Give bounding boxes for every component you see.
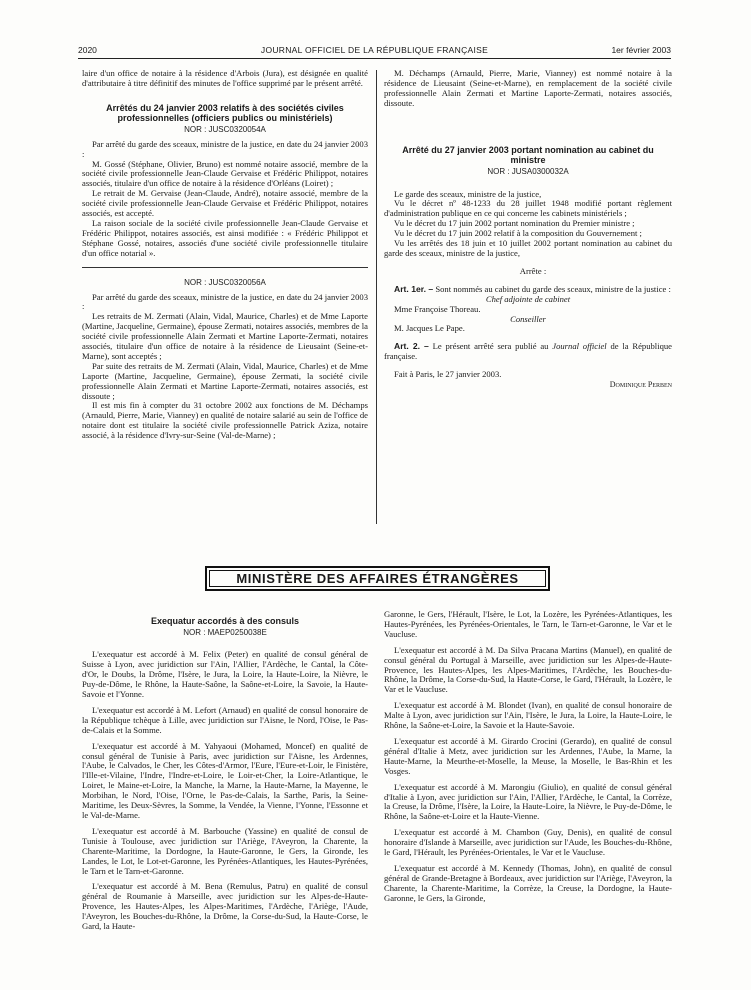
exequatur-paragraph: L'exequatur est accordé à M. Blondet (Ivan), en qualité de consul honoraire de Malte à Lyon, avec juridiction sur l'Ain, l'Isère, le Jura, la Loire, la Haute-Loire, le Rhône, la Saône-et-Loire, la Savoie et la Haute-Savoie. (384, 700, 672, 731)
page-number: 2020 (78, 45, 97, 55)
column-divider (376, 70, 377, 524)
function-title: Conseiller (510, 313, 546, 324)
exequatur-paragraph: L'exequatur est accordé à M. Marongiu (Giulio), en qualité de consul général d'Italie à Lyon, avec juridiction sur l'Ain, l'Allier, l'Ardèche, le Cantal, la Corrèze, la Creuse, la Drôme, l'Isère, la Loire, la Haute-Loire, la Nièvre, le Puy-de-Dôme, le Rhône, la Saône-et-Loire et la Haute-Vienne. (384, 781, 672, 822)
article-text: Le présent arrêté sera publié au (432, 341, 549, 352)
article-label: Art. 2. – (394, 341, 429, 352)
paragraph: Par arrêté du garde des sceaux, ministre de la justice, en date du 24 janvier 2003 : (82, 138, 368, 159)
paragraph: Le retrait de M. Gervaise (Jean-Claude, André), notaire associé, membre de la société civile professionnelle Jean-Claude Gervaise et Frédéric Philippot, notaires associés, est accepté. (82, 188, 368, 219)
signature-place-date: Fait à Paris, le 27 janvier 2003. (394, 369, 502, 380)
article-text: de la République française. (384, 341, 672, 362)
article-title: Arrêté du 27 janvier 2003 portant nomination au cabinet du ministre (402, 144, 654, 166)
ministry-title: MINISTÈRE DES AFFAIRES ÉTRANGÈRES (236, 571, 519, 586)
journal-name: Journal officiel (552, 341, 607, 352)
exequatur-paragraph: L'exequatur est accordé à M. Bena (Remulus, Patru) en qualité de consul général de Roumanie à Marseille, avec juridiction sur les Alpes-de-Haute-Provence, les Hautes-Alpes, les Alpes-Maritimes, l'Ardèche, l'Ariège, l'Aude, l'Aveyron, les Bouches-du-Rhône, la Drôme, la Corse-du-Sud, la Haute-Corse, le Gard, la Haute- (82, 881, 368, 932)
paragraph: Par arrêté du garde des sceaux, ministre de la justice, en date du 24 janvier 2003 : (82, 291, 368, 312)
journal-title: JOURNAL OFFICIEL DE LA RÉPUBLIQUE FRANÇAISE (260, 45, 489, 55)
exequatur-paragraph: L'exequatur est accordé à M. Yahyaoui (Mohamed, Moncef) en qualité de consul général de Tunisie à Paris, avec juridiction sur l'Aisne, les Ardennes, l'Aube, le Calvados, le Cher, les Côtes-d'Armor, l'Eure, l'Eure-et-Loir, le Finistère, l'Ille-et-Vilaine, l'Indre, l'Indre-et-Loire, le Loir-et-Cher, la Loire-Atlantique, le Loiret, le Maine-et-Loire, la Manche, la Marne, la Haute-Marne, la Mayenne, le Morbihan, le Nord, l'Oise, l'Orne, le Pas-de-Calais, la Sarthe, Paris, la Seine-Maritime, les Deux-Sèvres, la Somme, la Vendée, la Vienne, l'Yonne, l'Essonne et le Val-de-Marne. (82, 740, 368, 820)
paragraph: Il est mis fin à compter du 31 octobre 2002 aux fonctions de M. Déchamps (Arnauld, Pierre, Marie, Vianney) en qualité de notaire salarié au sein de l'office de notaire dont est titulaire la société civile professionnelle Patrick Aziza, notaire associé, à la résidence d'Ivry-sur-Seine (Val-de-Marne) ; (82, 400, 368, 441)
article-title: Arrêtés du 24 janvier 2003 relatifs à des sociétés civiles professionnelles (officiers publics ou ministériels) (106, 102, 344, 124)
ministry-banner (205, 566, 550, 591)
paragraph: Les retraits de M. Zermati (Alain, Vidal, Maurice, Charles) et de Mme Laporte (Martine, Jacqueline, Germaine), épouse Zermati, notaires associés, membres de la société civile professionnelle Alain Zermati et Martine Laporte-Zermati, notaires associés, titulaire d'un office de notaire à la résidence de Lieusaint (Seine-et-Marne), sont acceptés ; (82, 311, 368, 361)
article-label: Art. 1er. – (394, 283, 434, 294)
paragraph: La raison sociale de la société civile professionnelle Jean-Claude Gervaise et Frédéric Philippot, notaires associés, est ainsi modifiée : « Frédéric Philippot et Stéphane Gossé, notaires, associés d'une société civile professionnelle titulaire d'un office notarial ». (82, 217, 368, 258)
exequatur-paragraph: L'exequatur est accordé à M. Felix (Peter) en qualité de consul général de Suisse à Lyon, avec juridiction sur l'Ain, l'Allier, l'Ardèche, le Cantal, la Côte-d'Or, le Doubs, la Drôme, l'Isère, le Jura, la Loire, la Haute-Loire, la Nièvre, le Puy-de-Dôme, le Rhône, la Haute-Saône, la Saône-et-Loire, la Savoie, la Haute-Savoie et l'Yonne. (82, 649, 368, 700)
top-right-column (384, 69, 672, 390)
section-separator (82, 267, 368, 268)
exequatur-paragraph: L'exequatur est accordé à M. Barbouche (Yassine) en qualité de consul de Tunisie à Toulouse, avec juridiction sur l'Ariège, l'Aveyron, la Charente, la Charente-Maritime, la Dordogne, la Haute-Garonne, le Gers, la Gironde, les Landes, le Lot, le Lot-et-Garonne, les Pyrénées-Atlantiques, les Hautes-Pyrénées, le Tarn et le Tarn-et-Garonne. (82, 825, 368, 876)
top-left-column (82, 69, 368, 441)
bottom-right-column (384, 610, 672, 910)
continued-paragraph: laire d'un office de notaire à la résidence d'Arbois (Jura), est désignée en qualité d'attributaire à titre définitif des minutes de l'office supprimé par le présent arrêté. (82, 68, 368, 88)
paragraph: Vu le décret du 17 juin 2002 portant nomination du Premier ministre ; (394, 218, 635, 229)
page-header (78, 44, 671, 59)
exequatur-paragraph: L'exequatur est accordé à M. Da Silva Pracana Martins (Manuel), en qualité de consul général du Portugal à Marseille, avec juridiction sur les Alpes-de-Haute-Provence, les Hautes-Alpes, les Alpes-Maritimes, l'Ardèche, les Bouches-du-Rhône, la Drôme, la Corse-du-Sud, la Haute-Corse, le Gard, l'Hérault, la Lozère, le Var et le Vaucluse. (384, 644, 672, 695)
exequatur-paragraph: L'exequatur est accordé à M. Lefort (Arnaud) en qualité de consul honoraire de la République tchèque à Lille, avec juridiction sur l'Aisne, le Nord, l'Oise, le Pas-de-Calais et la Somme. (82, 704, 368, 735)
paragraph: Par suite des retraits de M. Zermati (Alain, Vidal, Maurice, Charles) et de Mme Laporte (Martine, Jacqueline, Germaine), épouse Zermati, la société civile professionnelle Alain Zermati et Martine Laporte-Zermati, notaires associés, est dissoute ; (82, 360, 368, 401)
paragraph: M. Déchamps (Arnauld, Pierre, Marie, Vianney) est nommé notaire à la résidence de Lieusaint (Seine-et-Marne), en remplacement de la société civile professionnelle Alain Zermati et Martine Laporte-Zermati, notaires associés, dissoute. (384, 68, 672, 108)
article-2 (384, 342, 672, 362)
paragraph: M. Gossé (Stéphane, Olivier, Bruno) est nommé notaire associé, membre de la société civile professionnelle Jean-Claude Gervaise et Frédéric Philippot, notaires associés, titulaire d'un office de notaire à la résidence d'Orléans (Loiret) ; (82, 158, 368, 189)
bottom-left-column (82, 616, 368, 938)
nor-reference: NOR : JUSC0320054A (184, 124, 266, 134)
article-text: Sont nommés au cabinet du garde des sceaux, ministre de la justice : (435, 283, 671, 294)
nor-reference: NOR : MAEP0250038E (183, 627, 267, 637)
arrete-heading: Arrête : (519, 265, 547, 276)
exequatur-paragraph: L'exequatur est accordé à M. Girardo Crocini (Gerardo), en qualité de consul général d'Italie à Metz, avec juridiction sur les Ardennes, l'Aube, la Marne, la Haute-Marne, la Meurthe-et-Moselle, la Meuse, la Moselle, le Bas-Rhin et les Vosges. (384, 735, 672, 776)
nor-reference: NOR : JUSA0300032A (487, 166, 569, 176)
issue-date: 1er février 2003 (611, 45, 671, 55)
appointee-name: M. Jacques Le Pape. (394, 323, 465, 334)
exequatur-paragraph: L'exequatur est accordé à M. Kennedy (Thomas, John), en qualité de consul général de Grande-Bretagne à Bordeaux, avec juridiction sur l'Ariège, l'Aveyron, la Charente, la Charente-Maritime, la Corrèze, la Creuse, la Dordogne, la Haute-Garonne, le Gers, la Gironde, (384, 862, 672, 903)
exequatur-paragraph: L'exequatur est accordé à M. Chambon (Guy, Denis), en qualité de consul honoraire d'Islande à Marseille, avec juridiction sur l'Aude, les Bouches-du-Rhône, le Gard, l'Hérault, les Pyrénées-Orientales, le Var et le Vaucluse. (384, 827, 672, 858)
nor-reference: NOR : JUSC0320056A (184, 277, 266, 287)
signature: Dominique Perben (609, 380, 672, 390)
paragraph: Vu les arrêtés des 18 juin et 10 juillet 2002 portant nomination au cabinet du garde des sceaux, ministre de la justice, (384, 238, 672, 258)
paragraph: Vu le décret du 17 juin 2002 relatif à la composition du Gouvernement ; (394, 228, 642, 239)
article-title: Exequatur accordés à des consuls (150, 616, 300, 626)
paragraph: Le garde des sceaux, ministre de la justice, (394, 188, 542, 199)
function-title: Chef adjointe de cabinet (485, 293, 571, 304)
paragraph: Vu le décret nº 48-1233 du 28 juillet 1948 modifié portant règlement d'administration publique en ce qui concerne les cabinets ministériels ; (384, 198, 672, 219)
exequatur-paragraph: Garonne, le Gers, l'Hérault, l'Isère, le Lot, la Lozère, les Pyrénées-Atlantiques, les Hautes-Pyrénées, les Pyrénées-Orientales, le Tarn, le Tarn-et-Garonne, le Var et le Vaucluse. (384, 609, 672, 639)
appointee-name: Mme Françoise Thoreau. (394, 303, 481, 314)
